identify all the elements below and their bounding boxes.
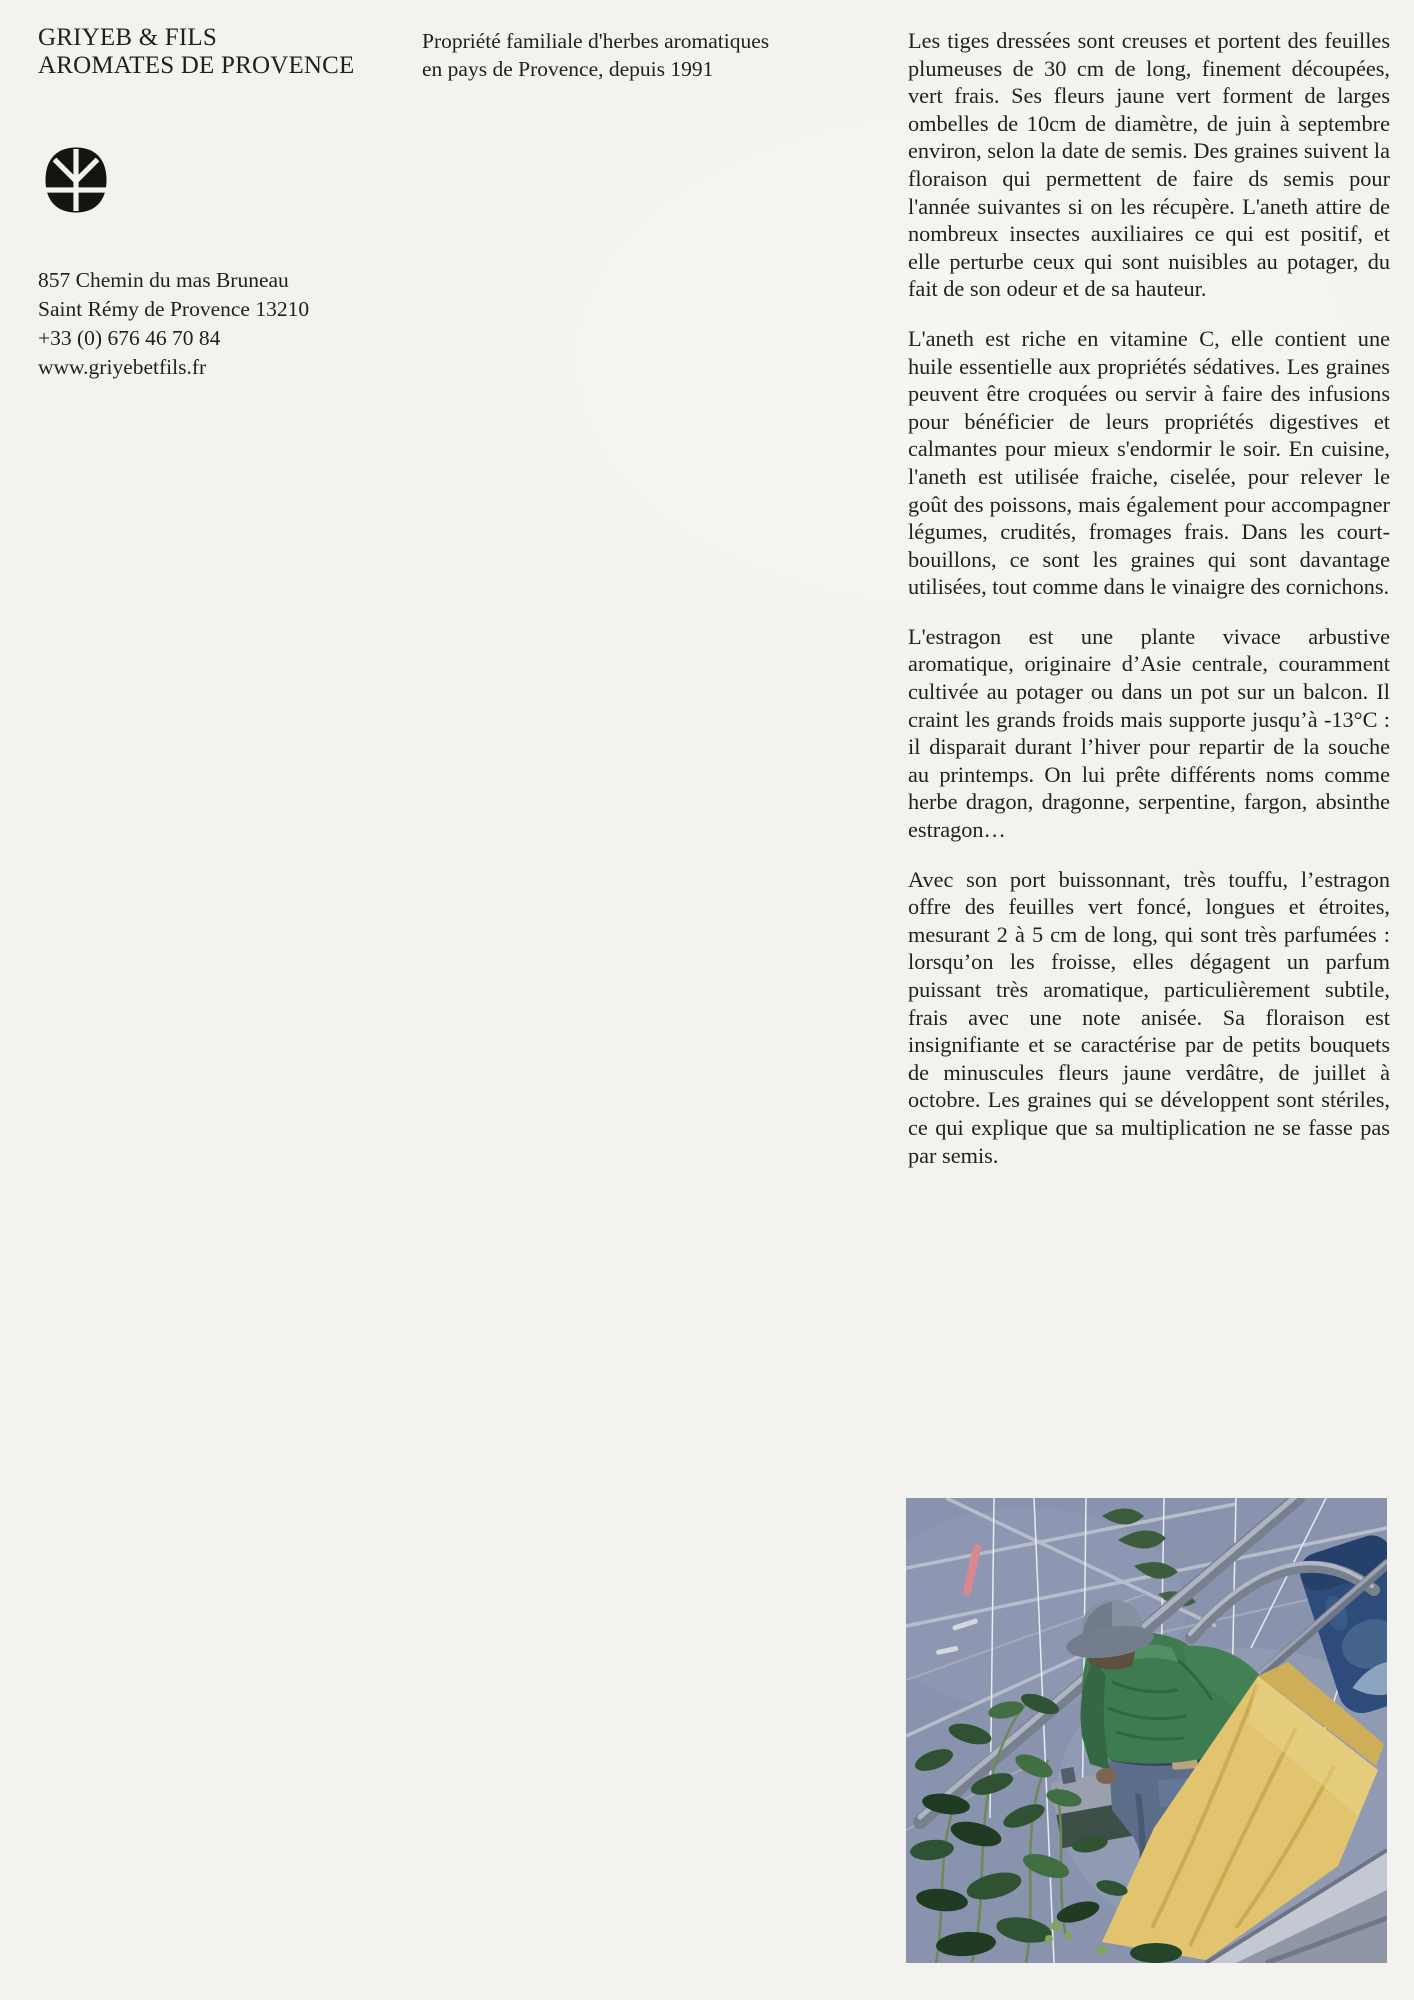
website-url: www.griyebetfils.fr <box>38 355 207 379</box>
article-text <box>908 27 1390 1191</box>
phone-number: +33 (0) 676 46 70 84 <box>38 326 221 350</box>
paragraph-estragon-foliage: Avec son port buissonnant, très touffu, l’estragon offre des feuilles vert foncé, longues et étroites, mesurant 2 à 5 cm de long, qui sont très parfumées : lorsqu’on les froisse, elles dégagent un parfum puissant très aromatique, particulièrement subtile, frais avec une note anisée. Sa floraison est insignifiante et se caractérise par de petits bouquets de minuscules fleurs jaune verdâtre, de juillet à octobre. Les graines qui se développent sont stériles, ce qui explique que sa multiplication ne se fasse pas par semis. <box>908 866 1390 1168</box>
company-logo <box>42 146 110 214</box>
address-line2: Saint Rémy de Provence 13210 <box>38 297 310 321</box>
plant-asterisk-icon <box>42 146 110 214</box>
company-name-line1: GRIYEB & FILS <box>38 24 218 51</box>
tagline-line1: Propriété familiale d'herbes aromatiques <box>422 29 770 53</box>
paragraph-aneth-description: Les tiges dressées sont creuses et portent des feuilles plumeuses de 30 cm de long, finement découpées, vert frais. Ses fleurs jaune vert forment de larges ombelles de 10cm de diamètre, de juin à septembre environ, selon la date de semis. Des graines suivent la floraison qui permettent de faire ds semis pour l'année suivantes si on les récupère. L'aneth attire de nombreux insectes auxiliaires ce qui est positif, et elle perturbe ceux qui sont nuisibles au potager, du fait de son odeur et de sa hauteur. <box>908 28 1390 302</box>
paragraph-estragon-description: L'estragon est une plante vivace arbustive aromatique, originaire d’Asie centrale, couramment cultivée au potager ou dans un pot sur un balcon. Il craint les grands froids mais supporte jusqu’à -13°C : il disparait durant l’hiver pour repartir de la souche au printemps. On lui prête différents noms comme herbe dragon, dragonne, serpentine, fargon, absinthe estragon… <box>908 623 1390 843</box>
tagline-line2: en pays de Provence, depuis 1991 <box>422 57 714 81</box>
paragraph-aneth-uses: L'aneth est riche en vitamine C, elle contient une huile essentielle aux propriétés sédatives. Les graines peuvent être croquées ou servir à faire des infusions pour bénéficier de leurs propriétés digestives et calmantes pour mieux s'endormir le soir. En cuisine, l'aneth est utilisée fraiche, ciselée, pour relever le goût des poissons, mais également pour accompagner légumes, crudités, fromages frais. Dans les court-bouillons, ce sont les graines qui sont davantage utilisées, tout comme dans le vinaigre des cornichons. <box>908 325 1390 600</box>
address-line1: 857 Chemin du mas Bruneau <box>38 268 289 292</box>
company-name <box>38 24 355 80</box>
greenhouse-photo-illustration <box>906 1498 1387 1963</box>
greenhouse-photo <box>906 1498 1387 1963</box>
contact-block <box>38 266 309 382</box>
company-name-line2: AROMATES DE PROVENCE <box>38 52 355 79</box>
company-tagline <box>422 27 769 83</box>
